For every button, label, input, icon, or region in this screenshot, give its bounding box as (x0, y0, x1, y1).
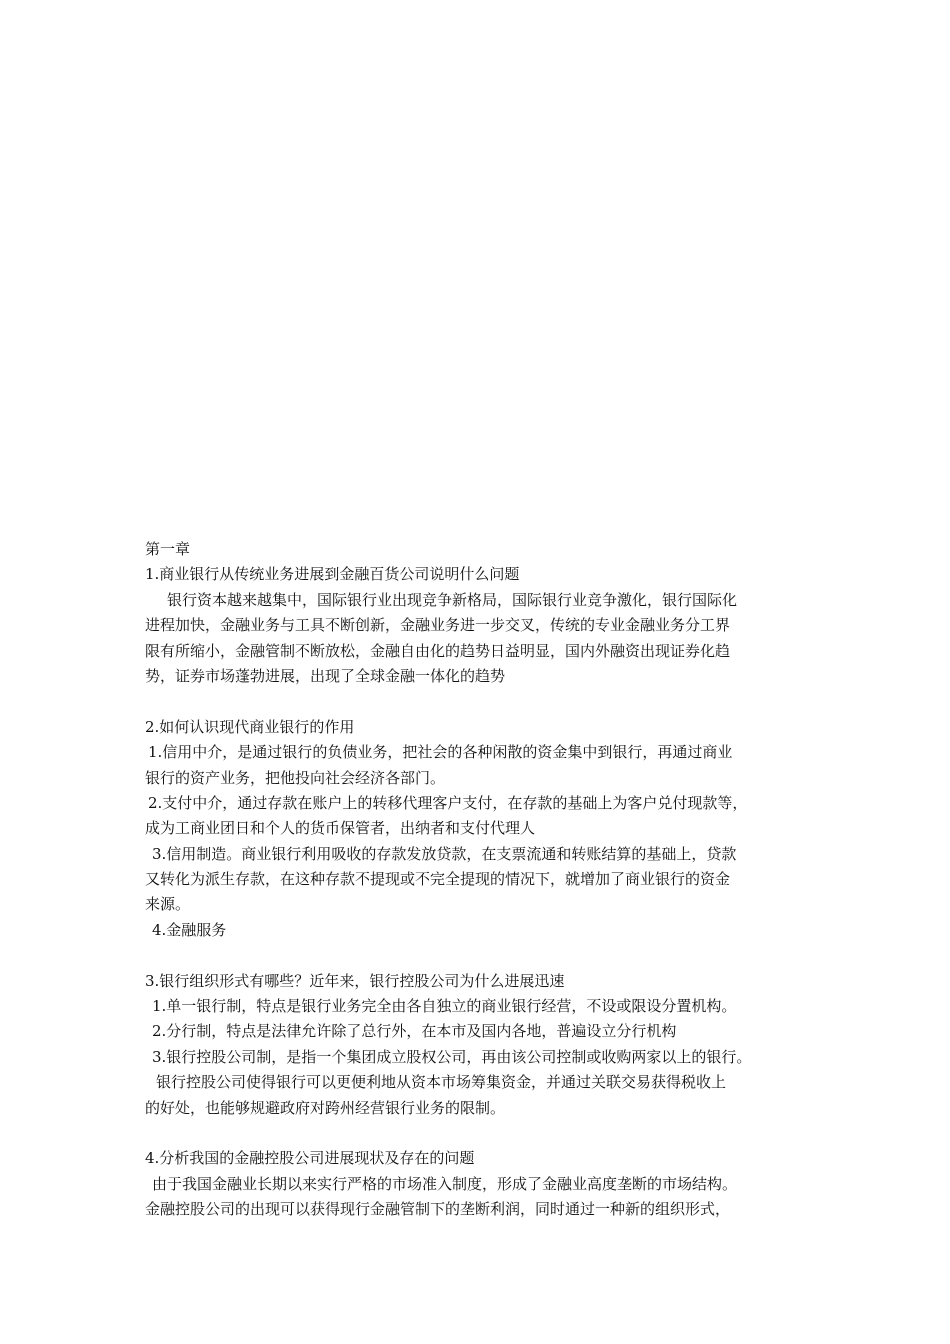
section-3-item-line: 3.银行控股公司制，是指一个集团成立股权公司，再由该公司控制或收购两家以上的银行。 (152, 1047, 752, 1066)
section-3-heading: 3.银行组织形式有哪些？近年来，银行控股公司为什么进展迅速 (145, 971, 565, 990)
section-2-item-line: 来源。 (145, 895, 191, 914)
document-body (145, 537, 825, 1223)
section-2-item-line: 成为工商业团日和个人的货币保管者，出纳者和支付代理人 (145, 819, 536, 838)
paragraph-spacer (145, 689, 825, 714)
paragraph-spacer (145, 943, 825, 968)
section-2-item-line: 2.支付中介，通过存款在账户上的转移代理客户支付，在存款的基础上为客户兑付现款等， (148, 793, 748, 812)
section-4-paragraph-line: 金融控股公司的出现可以获得现行金融管制下的垄断利润，同时通过一种新的组织形式， (145, 1200, 731, 1219)
chapter-title: 第一章 (145, 540, 191, 558)
section-3-item-line: 2.分行制，特点是法律允许除了总行外，在本市及国内各地，普遍设立分行机构 (152, 1022, 677, 1041)
section-2-item-line: 1.信用中介，是通过银行的负债业务，把社会的各种闲散的资金集中到银行，再通过商业 (148, 743, 733, 762)
paragraph-spacer (145, 1121, 825, 1146)
section-3-item-line: 银行控股公司使得银行可以更便利地从资本市场筹集资金，并通过关联交易获得税收上 (156, 1073, 727, 1092)
section-2-heading: 2.如何认识现代商业银行的作用 (145, 717, 355, 736)
section-2-item-line: 4.金融服务 (152, 920, 227, 939)
section-4-heading: 4.分析我国的金融控股公司进展现状及存在的问题 (145, 1149, 475, 1168)
section-2-item-line: 又转化为派生存款，在这种存款不提现或不完全提现的情况下，就增加了商业银行的资金 (145, 870, 731, 889)
section-3-item-line: 1.单一银行制，特点是银行业务完全由各自独立的商业银行经营，不设或限设分置机构。 (152, 997, 737, 1016)
section-3-item-line: 的好处，也能够规避政府对跨州经营银行业务的限制。 (145, 1098, 506, 1117)
section-1-paragraph-line: 银行资本越来越集中，国际银行业出现竞争新格局，国际银行业竞争激化，银行国际化 (167, 590, 738, 609)
section-1-heading: 1.商业银行从传统业务进展到金融百货公司说明什么问题 (145, 565, 520, 584)
section-1-paragraph-line: 进程加快，金融业务与工具不断创新，金融业务进一步交叉，传统的专业金融业务分工界 (145, 616, 731, 635)
section-1-paragraph-line: 势，证券市场蓬勃进展，出现了全球金融一体化的趋势 (145, 666, 506, 685)
section-2-item-line: 3.信用制造。商业银行利用吸收的存款发放贷款，在支票流通和转账结算的基础上，贷款 (152, 844, 737, 863)
section-1-paragraph-line: 限有所缩小，金融管制不断放松，金融自由化的趋势日益明显，国内外融资出现证券化趋 (145, 641, 731, 660)
section-2-item-line: 银行的资产业务，把他投向社会经济各部门。 (145, 768, 446, 787)
section-4-paragraph-line: 由于我国金融业长期以来实行严格的市场准入制度，形成了金融业高度垄断的市场结构。 (152, 1174, 738, 1193)
